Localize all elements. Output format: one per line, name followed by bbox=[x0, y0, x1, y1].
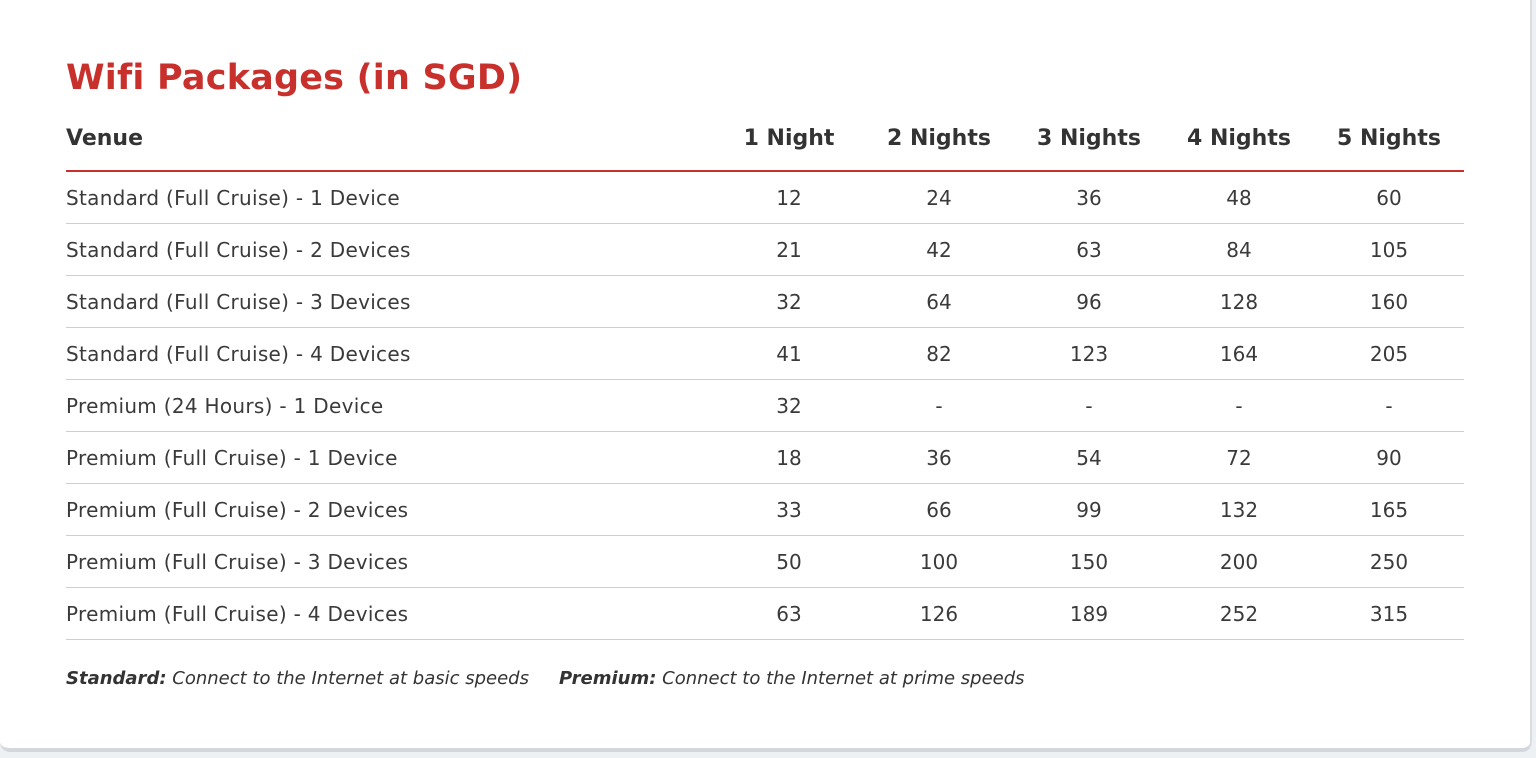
price-cell: 36 bbox=[1014, 171, 1164, 224]
price-cell: 66 bbox=[864, 484, 1014, 536]
footnote-standard-text: Connect to the Internet at basic speeds bbox=[166, 668, 529, 689]
price-cell: - bbox=[1164, 380, 1314, 432]
pricing-table bbox=[66, 106, 1464, 640]
price-cell: - bbox=[864, 380, 1014, 432]
price-cell: 160 bbox=[1314, 276, 1464, 328]
venue-cell: Premium (Full Cruise) - 1 Device bbox=[66, 432, 714, 484]
price-cell: 54 bbox=[1014, 432, 1164, 484]
price-cell: 123 bbox=[1014, 328, 1164, 380]
price-cell: 164 bbox=[1164, 328, 1314, 380]
price-cell: 42 bbox=[864, 224, 1014, 276]
price-cell: 64 bbox=[864, 276, 1014, 328]
price-cell: 21 bbox=[714, 224, 864, 276]
price-cell: 63 bbox=[1014, 224, 1164, 276]
price-cell: 36 bbox=[864, 432, 1014, 484]
price-cell: 205 bbox=[1314, 328, 1464, 380]
table-row bbox=[66, 588, 1464, 640]
price-cell: 189 bbox=[1014, 588, 1164, 640]
price-cell: 132 bbox=[1164, 484, 1314, 536]
table-row bbox=[66, 171, 1464, 224]
price-cell: 105 bbox=[1314, 224, 1464, 276]
footnote-premium bbox=[559, 668, 1025, 689]
column-header-3-nights: 3 Nights bbox=[1014, 106, 1164, 171]
table-row bbox=[66, 328, 1464, 380]
price-cell: 63 bbox=[714, 588, 864, 640]
table-row bbox=[66, 380, 1464, 432]
column-header-venue: Venue bbox=[66, 106, 714, 171]
price-cell: 48 bbox=[1164, 171, 1314, 224]
price-cell: 50 bbox=[714, 536, 864, 588]
footnote-premium-label: Premium: bbox=[558, 668, 657, 689]
venue-cell: Standard (Full Cruise) - 3 Devices bbox=[66, 276, 714, 328]
price-cell: 84 bbox=[1164, 224, 1314, 276]
footnotes bbox=[66, 668, 1025, 689]
table-header bbox=[66, 106, 1464, 171]
table-row bbox=[66, 224, 1464, 276]
price-cell: 128 bbox=[1164, 276, 1314, 328]
venue-cell: Premium (Full Cruise) - 2 Devices bbox=[66, 484, 714, 536]
price-cell: 252 bbox=[1164, 588, 1314, 640]
price-cell: 24 bbox=[864, 171, 1014, 224]
price-cell: - bbox=[1314, 380, 1464, 432]
price-cell: 200 bbox=[1164, 536, 1314, 588]
table-body bbox=[66, 171, 1464, 640]
venue-cell: Standard (Full Cruise) - 2 Devices bbox=[66, 224, 714, 276]
price-cell: 90 bbox=[1314, 432, 1464, 484]
table-row bbox=[66, 432, 1464, 484]
price-cell: 32 bbox=[714, 380, 864, 432]
venue-cell: Standard (Full Cruise) - 1 Device bbox=[66, 171, 714, 224]
table-row bbox=[66, 536, 1464, 588]
table-row bbox=[66, 276, 1464, 328]
price-cell: 32 bbox=[714, 276, 864, 328]
page-title: Wifi Packages (in SGD) bbox=[66, 58, 523, 98]
price-cell: 60 bbox=[1314, 171, 1464, 224]
price-cell: 315 bbox=[1314, 588, 1464, 640]
venue-cell: Premium (Full Cruise) - 4 Devices bbox=[66, 588, 714, 640]
price-cell: 100 bbox=[864, 536, 1014, 588]
price-cell: 18 bbox=[714, 432, 864, 484]
price-cell: 126 bbox=[864, 588, 1014, 640]
column-header-1-night: 1 Night bbox=[714, 106, 864, 171]
price-cell: 72 bbox=[1164, 432, 1314, 484]
price-cell: 250 bbox=[1314, 536, 1464, 588]
column-header-4-nights: 4 Nights bbox=[1164, 106, 1314, 171]
table-row bbox=[66, 484, 1464, 536]
footnote-premium-text: Connect to the Internet at prime speeds bbox=[656, 668, 1025, 689]
price-cell: 99 bbox=[1014, 484, 1164, 536]
price-cell: 82 bbox=[864, 328, 1014, 380]
venue-cell: Premium (Full Cruise) - 3 Devices bbox=[66, 536, 714, 588]
price-cell: 12 bbox=[714, 171, 864, 224]
column-header-5-nights: 5 Nights bbox=[1314, 106, 1464, 171]
price-cell: 96 bbox=[1014, 276, 1164, 328]
price-cell: 33 bbox=[714, 484, 864, 536]
footnote-standard bbox=[66, 668, 529, 689]
venue-cell: Standard (Full Cruise) - 4 Devices bbox=[66, 328, 714, 380]
column-header-2-nights: 2 Nights bbox=[864, 106, 1014, 171]
footnote-standard-label: Standard: bbox=[66, 668, 167, 689]
price-cell: - bbox=[1014, 380, 1164, 432]
price-cell: 150 bbox=[1014, 536, 1164, 588]
header-row bbox=[66, 106, 1464, 171]
price-cell: 41 bbox=[714, 328, 864, 380]
price-cell: 165 bbox=[1314, 484, 1464, 536]
venue-cell: Premium (24 Hours) - 1 Device bbox=[66, 380, 714, 432]
